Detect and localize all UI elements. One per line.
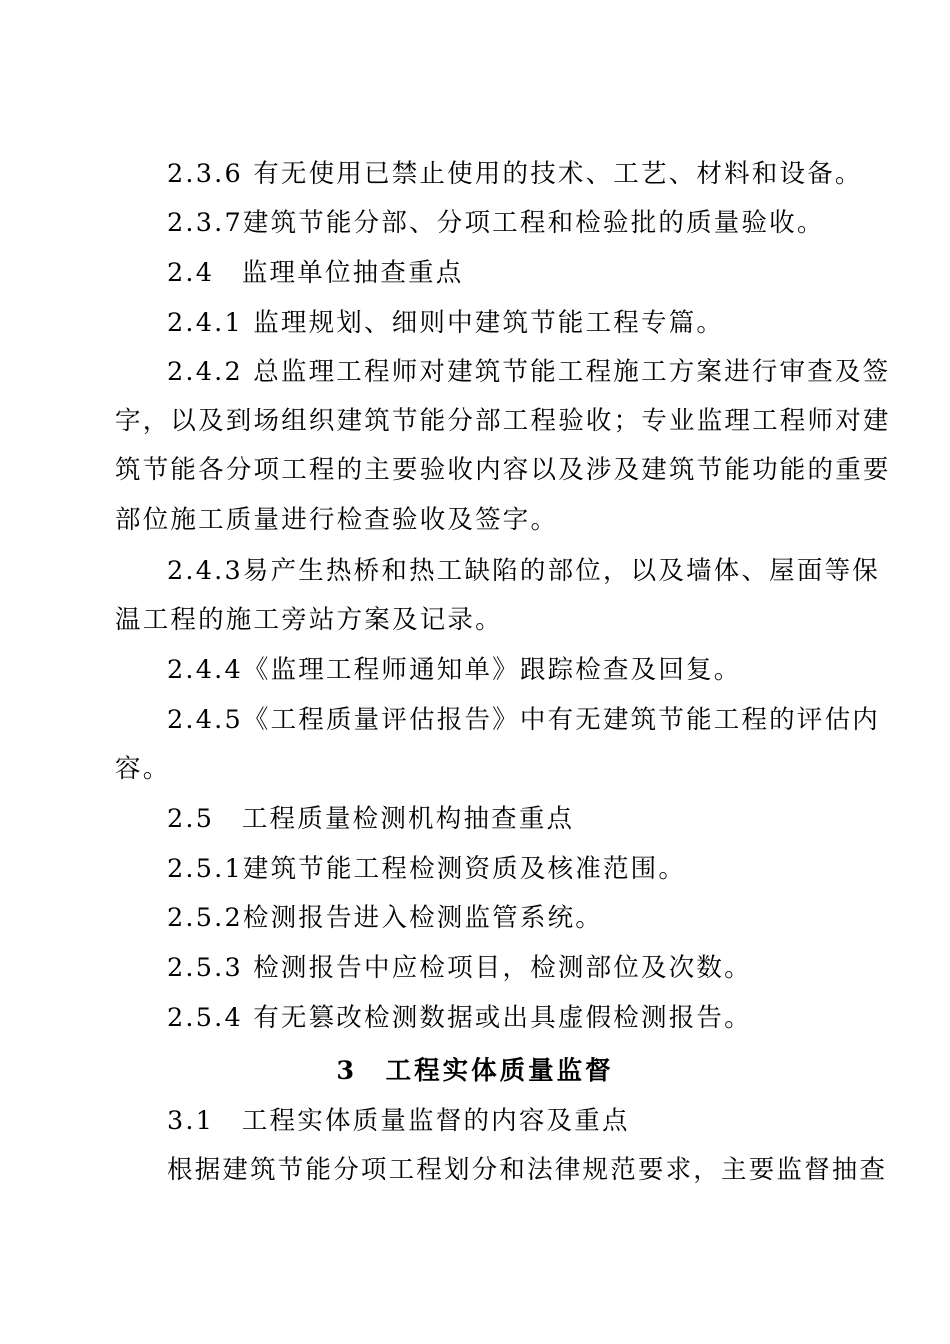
clause-2-5-1: 2.5.1建筑节能工程检测资质及核准范围。 [167, 854, 687, 884]
clause-2-4-2-line-4: 部位施工质量进行检查验收及签字。 [115, 505, 559, 535]
clause-2-4-2-line-2: 字，以及到场组织建筑节能分部工程验收；专业监理工程师对建 [115, 406, 891, 436]
section-2-4-heading: 2.4 监理单位抽查重点 [167, 258, 464, 288]
clause-2-5-2: 2.5.2检测报告进入检测监管系统。 [167, 903, 603, 933]
chapter-3-heading: 3 工程实体质量监督 [336, 1056, 614, 1086]
section-3-1-heading: 3.1 工程实体质量监督的内容及重点 [167, 1106, 630, 1136]
clause-2-4-4: 2.4.4《监理工程师通知单》跟踪检查及回复。 [167, 655, 742, 685]
clause-2-4-3-line-1: 2.4.3易产生热桥和热工缺陷的部位，以及墙体、屋面等保 [167, 556, 880, 586]
clause-2-4-3-line-2: 温工程的施工旁站方案及记录。 [115, 605, 503, 635]
clause-2-3-7: 2.3.7建筑节能分部、分项工程和检验批的质量验收。 [167, 208, 825, 238]
section-3-1-body-line-1: 根据建筑节能分项工程划分和法律规范要求，主要监督抽查 [167, 1155, 888, 1185]
clause-2-4-2-line-3: 筑节能各分项工程的主要验收内容以及涉及建筑节能功能的重要 [115, 455, 891, 485]
clause-2-4-2-line-1: 2.4.2 总监理工程师对建筑节能工程施工方案进行审查及签 [167, 357, 891, 387]
clause-2-4-5-line-1: 2.4.5《工程质量评估报告》中有无建筑节能工程的评估内 [167, 705, 880, 735]
clause-2-5-4: 2.5.4 有无篡改检测数据或出具虚假检测报告。 [167, 1003, 752, 1033]
clause-2-4-5-line-2: 容。 [115, 754, 171, 784]
clause-2-3-6: 2.3.6 有无使用已禁止使用的技术、工艺、材料和设备。 [167, 159, 863, 189]
clause-2-5-3: 2.5.3 检测报告中应检项目，检测部位及次数。 [167, 953, 752, 983]
section-2-5-heading: 2.5 工程质量检测机构抽查重点 [167, 804, 575, 834]
clause-2-4-1: 2.4.1 监理规划、细则中建筑节能工程专篇。 [167, 308, 725, 338]
